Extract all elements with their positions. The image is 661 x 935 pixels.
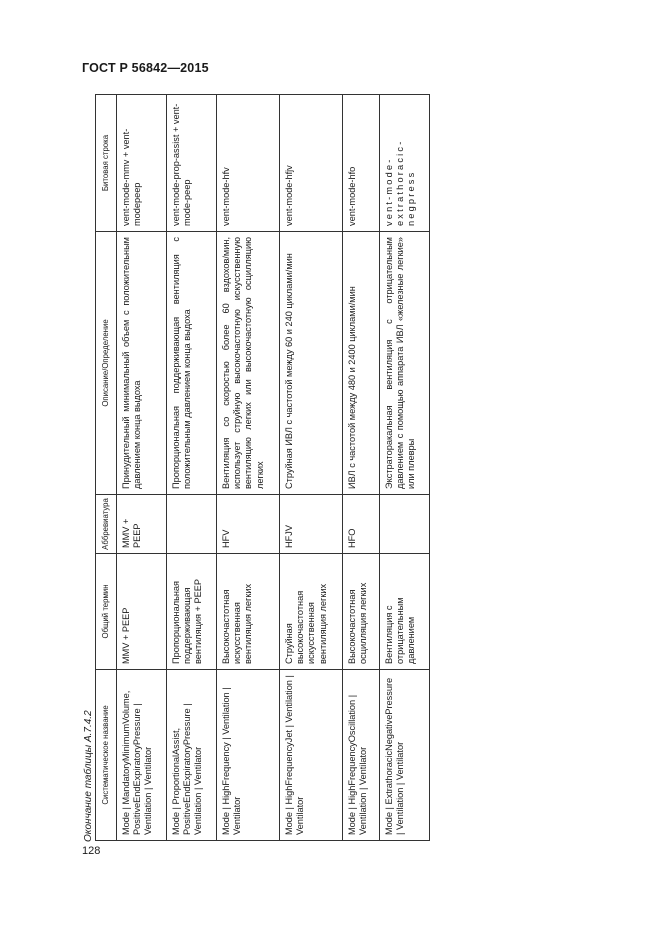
cell-description: ИВЛ с частотой между 480 и 2400 циклами/мин	[343, 232, 380, 495]
cell-systematic-name: Mode | HighFrequencyOscillation | Ventilation | Ventilator	[343, 670, 380, 841]
cell-systematic-name: Mode | ExtrathoracicNegativePressure | Ventilation | Ventilator	[379, 670, 429, 841]
cell-common-term: Высокочастотная искусственная вентиляция легких	[216, 554, 279, 670]
cell-abbreviation: HFO	[343, 495, 380, 554]
cell-bit-string: vent-mode-mmv + vent-modepeep	[117, 95, 167, 232]
cell-bit-string: vent-mode-hfo	[343, 95, 380, 232]
table-row	[343, 95, 380, 841]
standard-header: ГОСТ Р 56842—2015	[82, 61, 209, 75]
page-number: 128	[82, 845, 101, 857]
cell-description: Вентиляция со скоростью более 60 вздохов/мин, использует струйную высокочастотную искусственную вентиляцию легких или высокочастотную осцилляцию легких	[216, 232, 279, 495]
cell-common-term: Вентиляция с отрицательным давлением	[379, 554, 429, 670]
table-row	[280, 95, 343, 841]
cell-description: Экстраторакальная вентиляция с отрицательным давлением с помощью аппарата ИВЛ «железные легкие» или плевры	[379, 232, 429, 495]
table-caption: Окончание таблицы А.7.4.2	[83, 710, 94, 842]
cell-abbreviation: MMV + PEEP	[117, 495, 167, 554]
column-header-common-term: Общий термин	[96, 554, 117, 670]
cell-common-term: MMV + PEEP	[117, 554, 167, 670]
cell-systematic-name: Mode | HighFrequencyJet | Ventilation | Ventilator	[280, 670, 343, 841]
table-header-row	[96, 95, 117, 841]
cell-common-term: Струйная высокочастотная искусственная вентиляция легких	[280, 554, 343, 670]
cell-abbreviation: HFV	[216, 495, 279, 554]
rotated-table-container	[95, 95, 430, 841]
cell-bit-string: vent-mode-extrathoracic-negpress	[379, 95, 429, 232]
table-row	[379, 95, 429, 841]
cell-systematic-name: Mode | MandatoryMinimumVolume, PositiveEndExpiratoryPressure | Ventilation | Ventilator	[117, 670, 167, 841]
cell-description: Пропорциональная поддерживающая вентиляция с положительным давлением конца выдоха	[166, 232, 216, 495]
cell-common-term: Пропорциональная поддерживающая вентиляция + PEEP	[166, 554, 216, 670]
table-row	[166, 95, 216, 841]
cell-description: Струйная ИВЛ с частотой между 60 и 240 циклами/мин	[280, 232, 343, 495]
cell-common-term: Высокочастотная осцилляция легких	[343, 554, 380, 670]
table-row	[216, 95, 279, 841]
column-header-systematic-name: Систематическое название	[96, 670, 117, 841]
column-header-bit-string: Битовая строка	[96, 95, 117, 232]
column-header-abbreviation: Аббревиатура	[96, 495, 117, 554]
table-row	[117, 95, 167, 841]
cell-description: Принудительный минимальный объем с положительным давлением конца выдоха	[117, 232, 167, 495]
cell-abbreviation	[166, 495, 216, 554]
cell-bit-string: vent-mode-hfv	[216, 95, 279, 232]
cell-systematic-name: Mode | ProportionalAssist, PositiveEndExpiratoryPressure | Ventilation | Ventilator	[166, 670, 216, 841]
cell-abbreviation	[379, 495, 429, 554]
cell-abbreviation: HFJV	[280, 495, 343, 554]
terms-table	[95, 94, 430, 841]
cell-systematic-name: Mode | HighFrequency | Ventilation | Ventilator	[216, 670, 279, 841]
column-header-description: Описание/Определение	[96, 232, 117, 495]
cell-bit-string: vent-mode-hfjv	[280, 95, 343, 232]
cell-bit-string: vent-mode-prop-assist + vent-mode-peep	[166, 95, 216, 232]
